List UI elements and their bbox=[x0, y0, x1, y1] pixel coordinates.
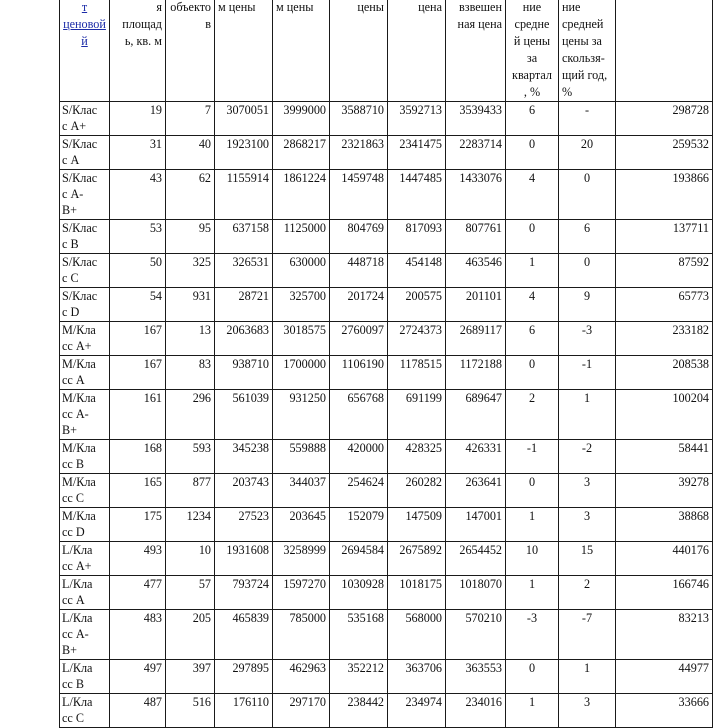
cell-year-change: 15 bbox=[559, 542, 616, 576]
cell-area: 477 bbox=[110, 576, 166, 610]
cell-quarter-change: 0 bbox=[506, 660, 559, 694]
class-line: В+ bbox=[62, 203, 78, 217]
cell-avg-price: 656768 bbox=[330, 390, 388, 440]
price-table bbox=[59, 0, 713, 728]
cell-objects: 40 bbox=[166, 136, 215, 170]
cell-median-price: 428325 bbox=[388, 440, 446, 474]
cell-max-price: 1125000 bbox=[273, 220, 330, 254]
cell-area: 168 bbox=[110, 440, 166, 474]
class-line: сс А- bbox=[62, 627, 89, 641]
cell-class bbox=[60, 220, 110, 254]
cell-quarter-change: 0 bbox=[506, 474, 559, 508]
table-row bbox=[60, 170, 713, 220]
cell-last: 259532 bbox=[616, 136, 713, 170]
cell-quarter-change: 0 bbox=[506, 356, 559, 390]
cell-max-price: 462963 bbox=[273, 660, 330, 694]
cell-max-price: 203645 bbox=[273, 508, 330, 542]
cell-area: 167 bbox=[110, 322, 166, 356]
cell-weighted-price: 463546 bbox=[446, 254, 506, 288]
cell-min-price: 793724 bbox=[215, 576, 273, 610]
class-line: с D bbox=[62, 305, 80, 319]
cell-class bbox=[60, 610, 110, 660]
cell-class bbox=[60, 508, 110, 542]
cell-quarter-change: 0 bbox=[506, 136, 559, 170]
cell-max-price: 3018575 bbox=[273, 322, 330, 356]
cell-quarter-change: 4 bbox=[506, 288, 559, 322]
cell-quarter-change: -1 bbox=[506, 440, 559, 474]
cell-min-price: 561039 bbox=[215, 390, 273, 440]
cell-area: 31 bbox=[110, 136, 166, 170]
cell-objects: 13 bbox=[166, 322, 215, 356]
cell-year-change: 3 bbox=[559, 694, 616, 728]
cell-avg-price: 238442 bbox=[330, 694, 388, 728]
cell-year-change: 3 bbox=[559, 474, 616, 508]
cell-class bbox=[60, 694, 110, 728]
cell-last: 298728 bbox=[616, 102, 713, 136]
cell-min-price: 326531 bbox=[215, 254, 273, 288]
class-line: сс С bbox=[62, 711, 84, 725]
cell-last: 233182 bbox=[616, 322, 713, 356]
table-row bbox=[60, 254, 713, 288]
cell-median-price: 1018175 bbox=[388, 576, 446, 610]
cell-weighted-price: 1172188 bbox=[446, 356, 506, 390]
cell-last: 33666 bbox=[616, 694, 713, 728]
cell-objects: 397 bbox=[166, 660, 215, 694]
class-line: М/Кла bbox=[62, 509, 96, 523]
class-line: S/Клас bbox=[62, 221, 98, 235]
class-line: L/Кла bbox=[62, 695, 93, 709]
table-row bbox=[60, 136, 713, 170]
cell-min-price: 938710 bbox=[215, 356, 273, 390]
table-row bbox=[60, 610, 713, 660]
class-line: S/Клас bbox=[62, 255, 98, 269]
cell-area: 19 bbox=[110, 102, 166, 136]
cell-median-price: 234974 bbox=[388, 694, 446, 728]
cell-quarter-change: 4 bbox=[506, 170, 559, 220]
cell-max-price: 3999000 bbox=[273, 102, 330, 136]
class-line: с А+ bbox=[62, 119, 87, 133]
cell-quarter-change: 6 bbox=[506, 322, 559, 356]
cell-class bbox=[60, 356, 110, 390]
cell-last: 137711 bbox=[616, 220, 713, 254]
table-row bbox=[60, 576, 713, 610]
cell-objects: 83 bbox=[166, 356, 215, 390]
class-line: сс А bbox=[62, 593, 85, 607]
cell-median-price: 1447485 bbox=[388, 170, 446, 220]
class-line: М/Кла bbox=[62, 475, 96, 489]
class-line: сс А+ bbox=[62, 559, 92, 573]
cell-class bbox=[60, 170, 110, 220]
cell-median-price: 568000 bbox=[388, 610, 446, 660]
cell-quarter-change: 1 bbox=[506, 254, 559, 288]
class-line: S/Клас bbox=[62, 137, 98, 151]
class-line: L/Кла bbox=[62, 661, 93, 675]
cell-weighted-price: 2283714 bbox=[446, 136, 506, 170]
cell-last: 193866 bbox=[616, 170, 713, 220]
cell-avg-price: 2321863 bbox=[330, 136, 388, 170]
cell-year-change: 3 bbox=[559, 508, 616, 542]
class-line: М/Кла bbox=[62, 357, 96, 371]
cell-year-change: 1 bbox=[559, 390, 616, 440]
header-class bbox=[60, 0, 110, 102]
cell-avg-price: 3588710 bbox=[330, 102, 388, 136]
table-row bbox=[60, 474, 713, 508]
cell-class bbox=[60, 440, 110, 474]
class-line: сс А- bbox=[62, 407, 89, 421]
cell-objects: 593 bbox=[166, 440, 215, 474]
class-line: В+ bbox=[62, 643, 78, 657]
cell-median-price: 147509 bbox=[388, 508, 446, 542]
cell-min-price: 2063683 bbox=[215, 322, 273, 356]
class-line: L/Кла bbox=[62, 611, 93, 625]
cell-quarter-change: 1 bbox=[506, 576, 559, 610]
cell-min-price: 3070051 bbox=[215, 102, 273, 136]
cell-class bbox=[60, 322, 110, 356]
cell-objects: 877 bbox=[166, 474, 215, 508]
cell-objects: 10 bbox=[166, 542, 215, 576]
cell-median-price: 260282 bbox=[388, 474, 446, 508]
cell-class bbox=[60, 542, 110, 576]
cell-area: 493 bbox=[110, 542, 166, 576]
cell-quarter-change: -3 bbox=[506, 610, 559, 660]
cell-last: 100204 bbox=[616, 390, 713, 440]
cell-year-change: 6 bbox=[559, 220, 616, 254]
cell-area: 487 bbox=[110, 694, 166, 728]
cell-objects: 95 bbox=[166, 220, 215, 254]
cell-objects: 7 bbox=[166, 102, 215, 136]
header-avg-price: цены bbox=[330, 0, 388, 102]
cell-median-price: 2724373 bbox=[388, 322, 446, 356]
cell-year-change: -3 bbox=[559, 322, 616, 356]
cell-avg-price: 420000 bbox=[330, 440, 388, 474]
cell-last: 87592 bbox=[616, 254, 713, 288]
table-row bbox=[60, 288, 713, 322]
cell-max-price: 559888 bbox=[273, 440, 330, 474]
cell-weighted-price: 689647 bbox=[446, 390, 506, 440]
cell-last: 38868 bbox=[616, 508, 713, 542]
cell-objects: 931 bbox=[166, 288, 215, 322]
cell-avg-price: 152079 bbox=[330, 508, 388, 542]
cell-last: 83213 bbox=[616, 610, 713, 660]
cell-year-change: 2 bbox=[559, 576, 616, 610]
class-line: М/Кла bbox=[62, 441, 96, 455]
cell-avg-price: 804769 bbox=[330, 220, 388, 254]
cell-area: 497 bbox=[110, 660, 166, 694]
cell-year-change: 0 bbox=[559, 254, 616, 288]
class-line: S/Клас bbox=[62, 289, 98, 303]
cell-weighted-price: 1018070 bbox=[446, 576, 506, 610]
cell-median-price: 2675892 bbox=[388, 542, 446, 576]
class-line: L/Кла bbox=[62, 577, 93, 591]
cell-min-price: 345238 bbox=[215, 440, 273, 474]
cell-min-price: 1155914 bbox=[215, 170, 273, 220]
class-line: В+ bbox=[62, 423, 78, 437]
cell-quarter-change: 1 bbox=[506, 508, 559, 542]
cell-min-price: 27523 bbox=[215, 508, 273, 542]
table-row bbox=[60, 390, 713, 440]
table-row bbox=[60, 322, 713, 356]
cell-objects: 57 bbox=[166, 576, 215, 610]
class-line: сс А bbox=[62, 373, 85, 387]
table-row bbox=[60, 220, 713, 254]
cell-median-price: 691199 bbox=[388, 390, 446, 440]
cell-year-change: 9 bbox=[559, 288, 616, 322]
class-line: S/Клас bbox=[62, 171, 98, 185]
cell-weighted-price: 363553 bbox=[446, 660, 506, 694]
cell-avg-price: 254624 bbox=[330, 474, 388, 508]
cell-year-change: - bbox=[559, 102, 616, 136]
table-row bbox=[60, 102, 713, 136]
cell-quarter-change: 2 bbox=[506, 390, 559, 440]
cell-weighted-price: 570210 bbox=[446, 610, 506, 660]
cell-median-price: 363706 bbox=[388, 660, 446, 694]
cell-weighted-price: 263641 bbox=[446, 474, 506, 508]
table-header-row bbox=[60, 0, 713, 102]
cell-quarter-change: 0 bbox=[506, 220, 559, 254]
class-line: сс В bbox=[62, 677, 84, 691]
cell-max-price: 3258999 bbox=[273, 542, 330, 576]
table-body bbox=[60, 102, 713, 728]
cell-year-change: -7 bbox=[559, 610, 616, 660]
cell-weighted-price: 234016 bbox=[446, 694, 506, 728]
cell-min-price: 1931608 bbox=[215, 542, 273, 576]
cell-year-change: 1 bbox=[559, 660, 616, 694]
cell-area: 165 bbox=[110, 474, 166, 508]
class-line: L/Кла bbox=[62, 543, 93, 557]
cell-avg-price: 201724 bbox=[330, 288, 388, 322]
cell-max-price: 344037 bbox=[273, 474, 330, 508]
table-row bbox=[60, 356, 713, 390]
cell-objects: 205 bbox=[166, 610, 215, 660]
cell-quarter-change: 1 bbox=[506, 694, 559, 728]
cell-avg-price: 535168 bbox=[330, 610, 388, 660]
cell-median-price: 817093 bbox=[388, 220, 446, 254]
cell-weighted-price: 3539433 bbox=[446, 102, 506, 136]
header-last bbox=[616, 0, 713, 102]
cell-max-price: 931250 bbox=[273, 390, 330, 440]
class-line: сс С bbox=[62, 491, 84, 505]
cell-class bbox=[60, 288, 110, 322]
table-row bbox=[60, 440, 713, 474]
cell-year-change: -1 bbox=[559, 356, 616, 390]
header-class-link[interactable]: т ценовой й bbox=[63, 0, 106, 48]
header-quarter-change: ние средне й цены за квартал , % bbox=[506, 0, 559, 102]
class-line: S/Клас bbox=[62, 103, 98, 117]
cell-objects: 325 bbox=[166, 254, 215, 288]
class-line: с А- bbox=[62, 187, 84, 201]
cell-area: 54 bbox=[110, 288, 166, 322]
cell-last: 58441 bbox=[616, 440, 713, 474]
cell-class bbox=[60, 136, 110, 170]
cell-class bbox=[60, 660, 110, 694]
cell-objects: 516 bbox=[166, 694, 215, 728]
cell-weighted-price: 1433076 bbox=[446, 170, 506, 220]
cell-avg-price: 2694584 bbox=[330, 542, 388, 576]
header-weighted-price: взвешен ная цена bbox=[446, 0, 506, 102]
cell-weighted-price: 2689117 bbox=[446, 322, 506, 356]
cell-min-price: 297895 bbox=[215, 660, 273, 694]
class-line: сс А+ bbox=[62, 339, 92, 353]
cell-weighted-price: 426331 bbox=[446, 440, 506, 474]
cell-max-price: 1597270 bbox=[273, 576, 330, 610]
class-line: сс В bbox=[62, 457, 84, 471]
cell-last: 208538 bbox=[616, 356, 713, 390]
cell-area: 175 bbox=[110, 508, 166, 542]
cell-weighted-price: 147001 bbox=[446, 508, 506, 542]
cell-avg-price: 352212 bbox=[330, 660, 388, 694]
cell-year-change: -2 bbox=[559, 440, 616, 474]
cell-max-price: 785000 bbox=[273, 610, 330, 660]
header-min-price: м цены bbox=[215, 0, 273, 102]
cell-last: 39278 bbox=[616, 474, 713, 508]
cell-median-price: 1178515 bbox=[388, 356, 446, 390]
cell-min-price: 203743 bbox=[215, 474, 273, 508]
cell-class bbox=[60, 102, 110, 136]
cell-min-price: 1923100 bbox=[215, 136, 273, 170]
table-row bbox=[60, 660, 713, 694]
cell-min-price: 28721 bbox=[215, 288, 273, 322]
cell-last: 44977 bbox=[616, 660, 713, 694]
cell-avg-price: 1459748 bbox=[330, 170, 388, 220]
class-line: М/Кла bbox=[62, 391, 96, 405]
class-line: сс D bbox=[62, 525, 85, 539]
cell-avg-price: 1030928 bbox=[330, 576, 388, 610]
cell-area: 53 bbox=[110, 220, 166, 254]
cell-area: 167 bbox=[110, 356, 166, 390]
cell-median-price: 2341475 bbox=[388, 136, 446, 170]
cell-max-price: 297170 bbox=[273, 694, 330, 728]
table-row bbox=[60, 508, 713, 542]
header-area: я площад ь, кв. м bbox=[110, 0, 166, 102]
cell-avg-price: 2760097 bbox=[330, 322, 388, 356]
cell-max-price: 1861224 bbox=[273, 170, 330, 220]
cell-objects: 1234 bbox=[166, 508, 215, 542]
cell-weighted-price: 2654452 bbox=[446, 542, 506, 576]
cell-class bbox=[60, 474, 110, 508]
cell-last: 440176 bbox=[616, 542, 713, 576]
class-line: М/Кла bbox=[62, 323, 96, 337]
table-row bbox=[60, 694, 713, 728]
cell-max-price: 1700000 bbox=[273, 356, 330, 390]
cell-min-price: 176110 bbox=[215, 694, 273, 728]
cell-median-price: 454148 bbox=[388, 254, 446, 288]
cell-objects: 62 bbox=[166, 170, 215, 220]
cell-median-price: 200575 bbox=[388, 288, 446, 322]
cell-last: 65773 bbox=[616, 288, 713, 322]
header-max-price: м цены bbox=[273, 0, 330, 102]
cell-year-change: 0 bbox=[559, 170, 616, 220]
cell-area: 483 bbox=[110, 610, 166, 660]
cell-last: 166746 bbox=[616, 576, 713, 610]
cell-class bbox=[60, 254, 110, 288]
cell-avg-price: 1106190 bbox=[330, 356, 388, 390]
cell-median-price: 3592713 bbox=[388, 102, 446, 136]
class-line: с В bbox=[62, 237, 79, 251]
cell-area: 43 bbox=[110, 170, 166, 220]
header-median-price: цена bbox=[388, 0, 446, 102]
class-line: с А bbox=[62, 153, 80, 167]
cell-area: 50 bbox=[110, 254, 166, 288]
cell-max-price: 2868217 bbox=[273, 136, 330, 170]
class-line: с С bbox=[62, 271, 79, 285]
cell-weighted-price: 201101 bbox=[446, 288, 506, 322]
cell-min-price: 465839 bbox=[215, 610, 273, 660]
cell-avg-price: 448718 bbox=[330, 254, 388, 288]
header-year-change: ние средней цены за скользя- щий год, % bbox=[559, 0, 616, 102]
cell-class bbox=[60, 390, 110, 440]
cell-quarter-change: 10 bbox=[506, 542, 559, 576]
cell-quarter-change: 6 bbox=[506, 102, 559, 136]
cell-objects: 296 bbox=[166, 390, 215, 440]
cell-class bbox=[60, 576, 110, 610]
cell-area: 161 bbox=[110, 390, 166, 440]
cell-min-price: 637158 bbox=[215, 220, 273, 254]
header-objects: объекто в bbox=[166, 0, 215, 102]
table-row bbox=[60, 542, 713, 576]
cell-max-price: 630000 bbox=[273, 254, 330, 288]
cell-max-price: 325700 bbox=[273, 288, 330, 322]
cell-year-change: 20 bbox=[559, 136, 616, 170]
cell-weighted-price: 807761 bbox=[446, 220, 506, 254]
